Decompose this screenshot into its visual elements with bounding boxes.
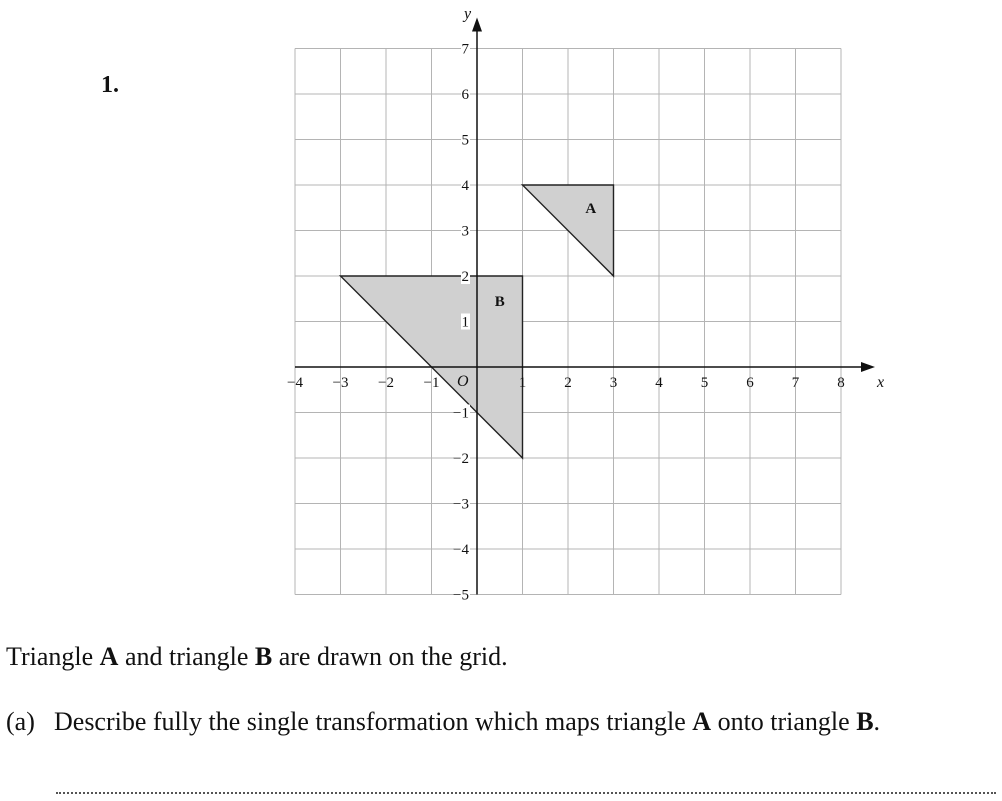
part-a-triangle-b: B [856,707,874,736]
y-axis-title: y [464,5,472,23]
x-tick-label: −1 [423,375,440,391]
origin-label: O [457,373,469,390]
x-tick-label: −2 [378,375,394,391]
x-tick-label: 2 [564,375,572,391]
y-axis-arrow-icon [472,18,482,32]
intro-triangle-a: A [99,642,119,671]
x-tick-label: 3 [609,375,618,391]
x-tick-label: 1 [518,375,527,391]
y-tick-label: 4 [461,178,469,194]
intro-text-2: and triangle [118,642,255,671]
x-axis-arrow-icon [861,362,875,372]
x-tick-label: 8 [837,375,845,391]
y-tick-label: 7 [461,41,469,58]
x-axis-title: x [877,374,885,391]
x-tick-label: −3 [332,375,349,391]
intro-text-1: Triangle [6,642,100,671]
part-a-question [6,707,880,737]
intro-triangle-b: B [254,642,273,671]
y-tick-label: 2 [461,269,469,285]
triangle-label-b: B [494,294,505,311]
y-tick-label: −2 [453,451,469,467]
y-tick-label: 5 [461,132,469,149]
y-tick-label: −4 [453,542,469,558]
x-tick-label: 4 [655,375,663,391]
y-tick-label: −5 [453,587,469,604]
y-tick-label: 3 [461,223,469,240]
intro-text-3: are drawn on the grid. [272,642,508,671]
y-tick-label: 1 [461,314,469,331]
y-tick-label: −3 [453,496,469,513]
x-tick-label: −4 [287,375,303,391]
part-a-text-1: Describe fully the single transformation which maps triangle [54,707,693,736]
answer-dotted-line[interactable] [56,792,996,794]
x-tick-label: 7 [791,375,800,391]
y-tick-label: −1 [453,405,469,422]
part-a-triangle-a: A [692,707,712,736]
y-tick-label: 6 [461,87,469,103]
x-tick-label: 6 [746,375,754,391]
x-tick-label: 5 [700,375,709,391]
part-a-label: (a) [6,707,35,736]
triangle-label-a: A [585,200,597,217]
part-a-text-2: onto triangle [711,707,857,736]
part-a-text-3: . [873,707,881,736]
question-number: 1. [101,72,119,98]
intro-sentence [6,642,508,672]
